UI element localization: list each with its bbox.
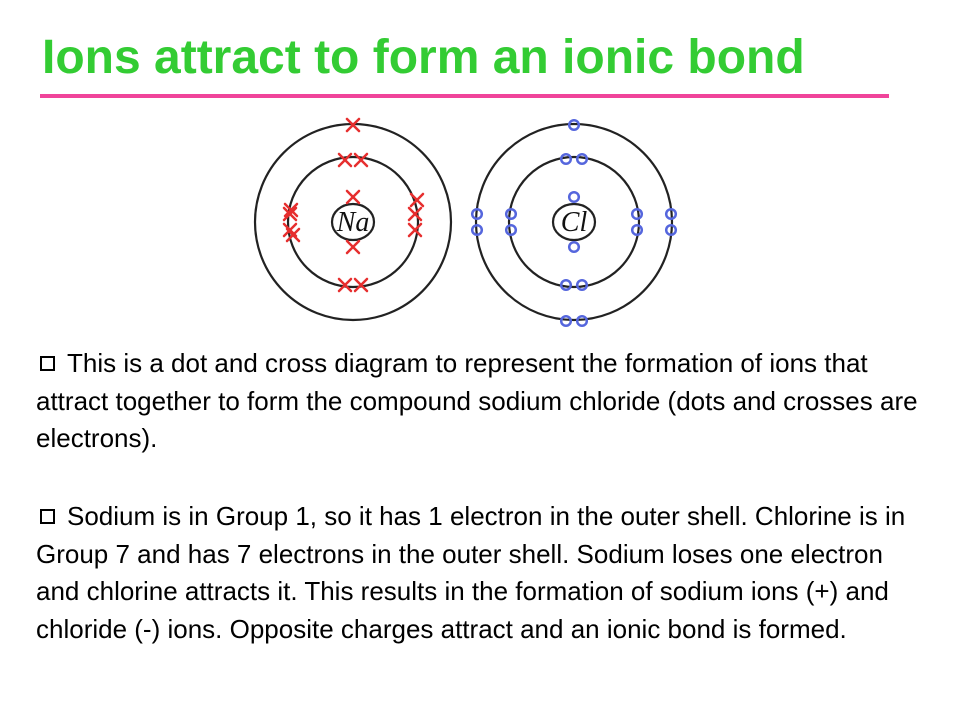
electron-cross xyxy=(355,154,367,166)
bullet-paragraph-2 xyxy=(36,498,926,648)
bullet-text-2: Sodium is in Group 1, so it has 1 electron in the outer shell. Chlorine is in Group 7 and has 7 electrons in the outer shell. Sodium loses one electron and chlorine attracts it. This results in the formation of sodium ions (+) and chloride (-) ions. Opposite charges attract and an ionic bond is formed. xyxy=(36,501,906,644)
electron-cross xyxy=(339,154,351,166)
bullet-paragraph-1 xyxy=(36,345,926,458)
slide-title: Ions attract to form an ionic bond xyxy=(42,31,805,84)
sodium-atom xyxy=(255,119,451,320)
electron-dot xyxy=(561,316,571,326)
electron-dot xyxy=(577,316,587,326)
electron-dot xyxy=(569,192,579,202)
bullet-text-1: This is a dot and cross diagram to represent the formation of ions that attract together to form the compound sodium chloride (dots and crosses are electrons). xyxy=(36,348,918,453)
square-bullet-icon xyxy=(40,356,55,371)
electron-dot xyxy=(569,242,579,252)
element-symbol: Na xyxy=(336,207,370,238)
dot-cross-diagram xyxy=(0,0,960,340)
electron-cross xyxy=(347,241,359,253)
square-bullet-icon xyxy=(40,509,55,524)
chlorine-atom xyxy=(472,120,676,326)
electron-cross xyxy=(347,191,359,203)
electron-cross xyxy=(409,224,421,236)
electron-cross xyxy=(409,208,421,220)
electron-cross xyxy=(411,194,423,206)
element-symbol: Cl xyxy=(560,207,588,238)
